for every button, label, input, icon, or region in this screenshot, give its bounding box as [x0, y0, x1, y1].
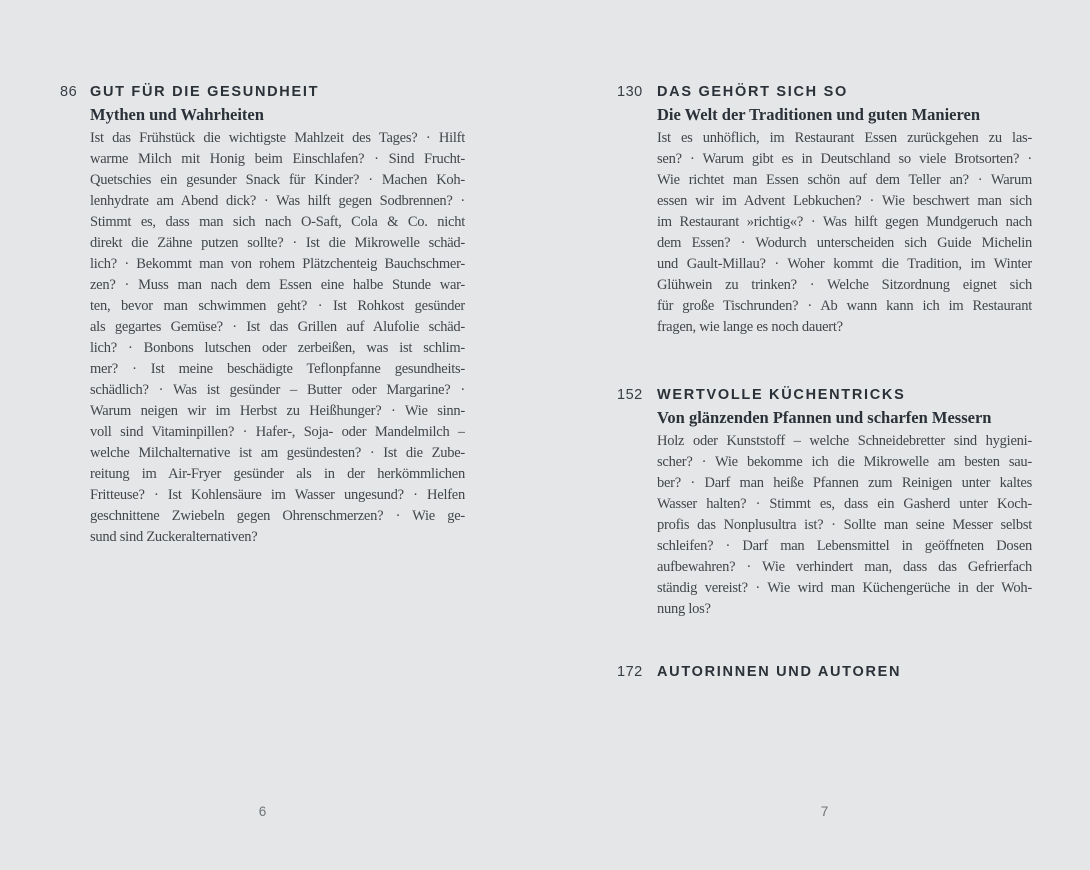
- body-line: lich? · Bonbons lutschen oder zerbeißen, was ist schlim-: [90, 340, 465, 356]
- body-line: scher? · Wie bekomme ich die Mikrowelle am besten sau-: [657, 454, 1032, 470]
- body-line: Warum neigen wir im Herbst zu Heißhunger? · Wie sinn-: [90, 403, 465, 419]
- folio-right: 7: [820, 804, 829, 819]
- toc-section-manieren: [617, 82, 1032, 338]
- body-line: ten, bevor man schwimmen geht? · Ist Rohkost gesünder: [90, 298, 465, 314]
- body-line: Wasser halten? · Stimmt es, dass ein Gasherd unter Koch-: [657, 496, 1032, 512]
- body-line: lich? · Bekommt man von rohem Plätzchenteig Bauchschmer-: [90, 256, 465, 272]
- chapter-page-number: 130: [617, 84, 643, 100]
- body-line: geschnittene Zwiebeln gegen Ohrenschmerzen? · Wie ge-: [90, 508, 465, 524]
- chapter-subtitle: Von glänzenden Pfannen und scharfen Messern: [657, 408, 992, 427]
- chapter-title: AUTORINNEN UND AUTOREN: [657, 664, 902, 680]
- body-line: und Gault-Millau? · Woher kommt die Tradition, im Winter: [657, 256, 1032, 272]
- body-line: nung los?: [657, 601, 711, 617]
- body-line: Holz oder Kunststoff – welche Schneidebretter sind hygieni-: [657, 433, 1032, 449]
- chapter-question-list: [657, 128, 1032, 338]
- chapter-page-number: 86: [60, 84, 78, 100]
- section-content: [657, 385, 1032, 620]
- chapter-page-number: 152: [617, 387, 643, 403]
- chapter-question-list: [657, 431, 1032, 620]
- toc-section-kuechentricks: [617, 385, 1032, 620]
- section-content: [657, 82, 1032, 338]
- body-line: sund sind Zuckeralternativen?: [90, 529, 258, 545]
- body-line: schädlich? · Was ist gesünder – Butter oder Margarine? ·: [90, 382, 465, 398]
- body-line: schleifen? · Darf man Lebensmittel in geöffneten Dosen: [657, 538, 1032, 554]
- body-line: aufbewahren? · Wie verhindert man, dass das Gefrierfach: [657, 559, 1032, 575]
- body-line: reitung im Air-Fryer gesünder als in der herkömmlichen: [90, 466, 465, 482]
- chapter-subtitle: Die Welt der Traditionen und guten Manieren: [657, 105, 980, 124]
- body-line: Ist das Frühstück die wichtigste Mahlzeit des Tages? · Hilft: [90, 130, 465, 146]
- body-line: dem Essen? · Wodurch unterscheiden sich Guide Michelin: [657, 235, 1032, 251]
- body-line: Quetschies ein gesunder Snack für Kinder? · Machen Koh-: [90, 172, 465, 188]
- body-line: essen wir im Advent Lebkuchen? · Wie beschwert man sich: [657, 193, 1032, 209]
- body-line: lenhydrate am Abend dick? · Was hilft gegen Sodbrennen? ·: [90, 193, 465, 209]
- body-line: Stimmt es, dass man sich nach O-Saft, Cola & Co. nicht: [90, 214, 465, 230]
- section-content: [90, 82, 465, 548]
- body-line: profis das Nonplusultra ist? · Sollte man seine Messer selbst: [657, 517, 1032, 533]
- chapter-title: GUT FÜR DIE GESUNDHEIT: [90, 84, 320, 100]
- body-line: sen? · Warum gibt es in Deutschland so viele Brotsorten? ·: [657, 151, 1032, 167]
- body-line: ber? · Darf man heiße Pfannen zum Reinigen unter kaltes: [657, 475, 1032, 491]
- body-line: Wie richtet man Essen schön auf dem Teller an? · Warum: [657, 172, 1032, 188]
- body-line: direkt die Zähne putzen sollte? · Ist die Mikrowelle schäd-: [90, 235, 465, 251]
- toc-section-gesundheit: [60, 82, 465, 548]
- body-line: fragen, wie lange es noch dauert?: [657, 319, 843, 335]
- chapter-title: DAS GEHÖRT SICH SO: [657, 84, 848, 100]
- body-line: zen? · Muss man nach dem Essen eine halbe Stunde war-: [90, 277, 465, 293]
- body-line: für große Tischrunden? · Ab wann kann ich im Restaurant: [657, 298, 1032, 314]
- chapter-page-number: 172: [617, 664, 643, 680]
- body-line: als gegartes Gemüse? · Ist das Grillen auf Alufolie schäd-: [90, 319, 465, 335]
- right-page: [617, 82, 1032, 682]
- chapter-subtitle: Mythen und Wahrheiten: [90, 105, 264, 124]
- toc-section-autoren: [617, 662, 1032, 682]
- body-line: mer? · Ist meine beschädigte Teflonpfanne gesundheits-: [90, 361, 465, 377]
- chapter-question-list: [90, 128, 465, 548]
- body-line: Ist es unhöflich, im Restaurant Essen zurückgehen zu las-: [657, 130, 1032, 146]
- body-line: welche Milchalternative ist am gesündesten? · Ist die Zube-: [90, 445, 465, 461]
- body-line: voll sind Vitaminpillen? · Hafer-, Soja- oder Mandelmilch –: [90, 424, 465, 440]
- body-line: im Restaurant »richtig«? · Was hilft gegen Mundgeruch nach: [657, 214, 1032, 230]
- chapter-title: WERTVOLLE KÜCHENTRICKS: [657, 387, 906, 403]
- body-line: warme Milch mit Honig beim Einschlafen? · Sind Frucht-: [90, 151, 465, 167]
- folio-left: 6: [258, 804, 267, 819]
- left-page: [60, 82, 465, 548]
- body-line: Glühwein zu trinken? · Welche Sitzordnung eignet sich: [657, 277, 1032, 293]
- section-content: [657, 662, 1032, 682]
- body-line: ständig vereist? · Wie wird man Küchengerüche in der Woh-: [657, 580, 1032, 596]
- body-line: Fritteuse? · Ist Kohlensäure im Wasser ungesund? · Helfen: [90, 487, 465, 503]
